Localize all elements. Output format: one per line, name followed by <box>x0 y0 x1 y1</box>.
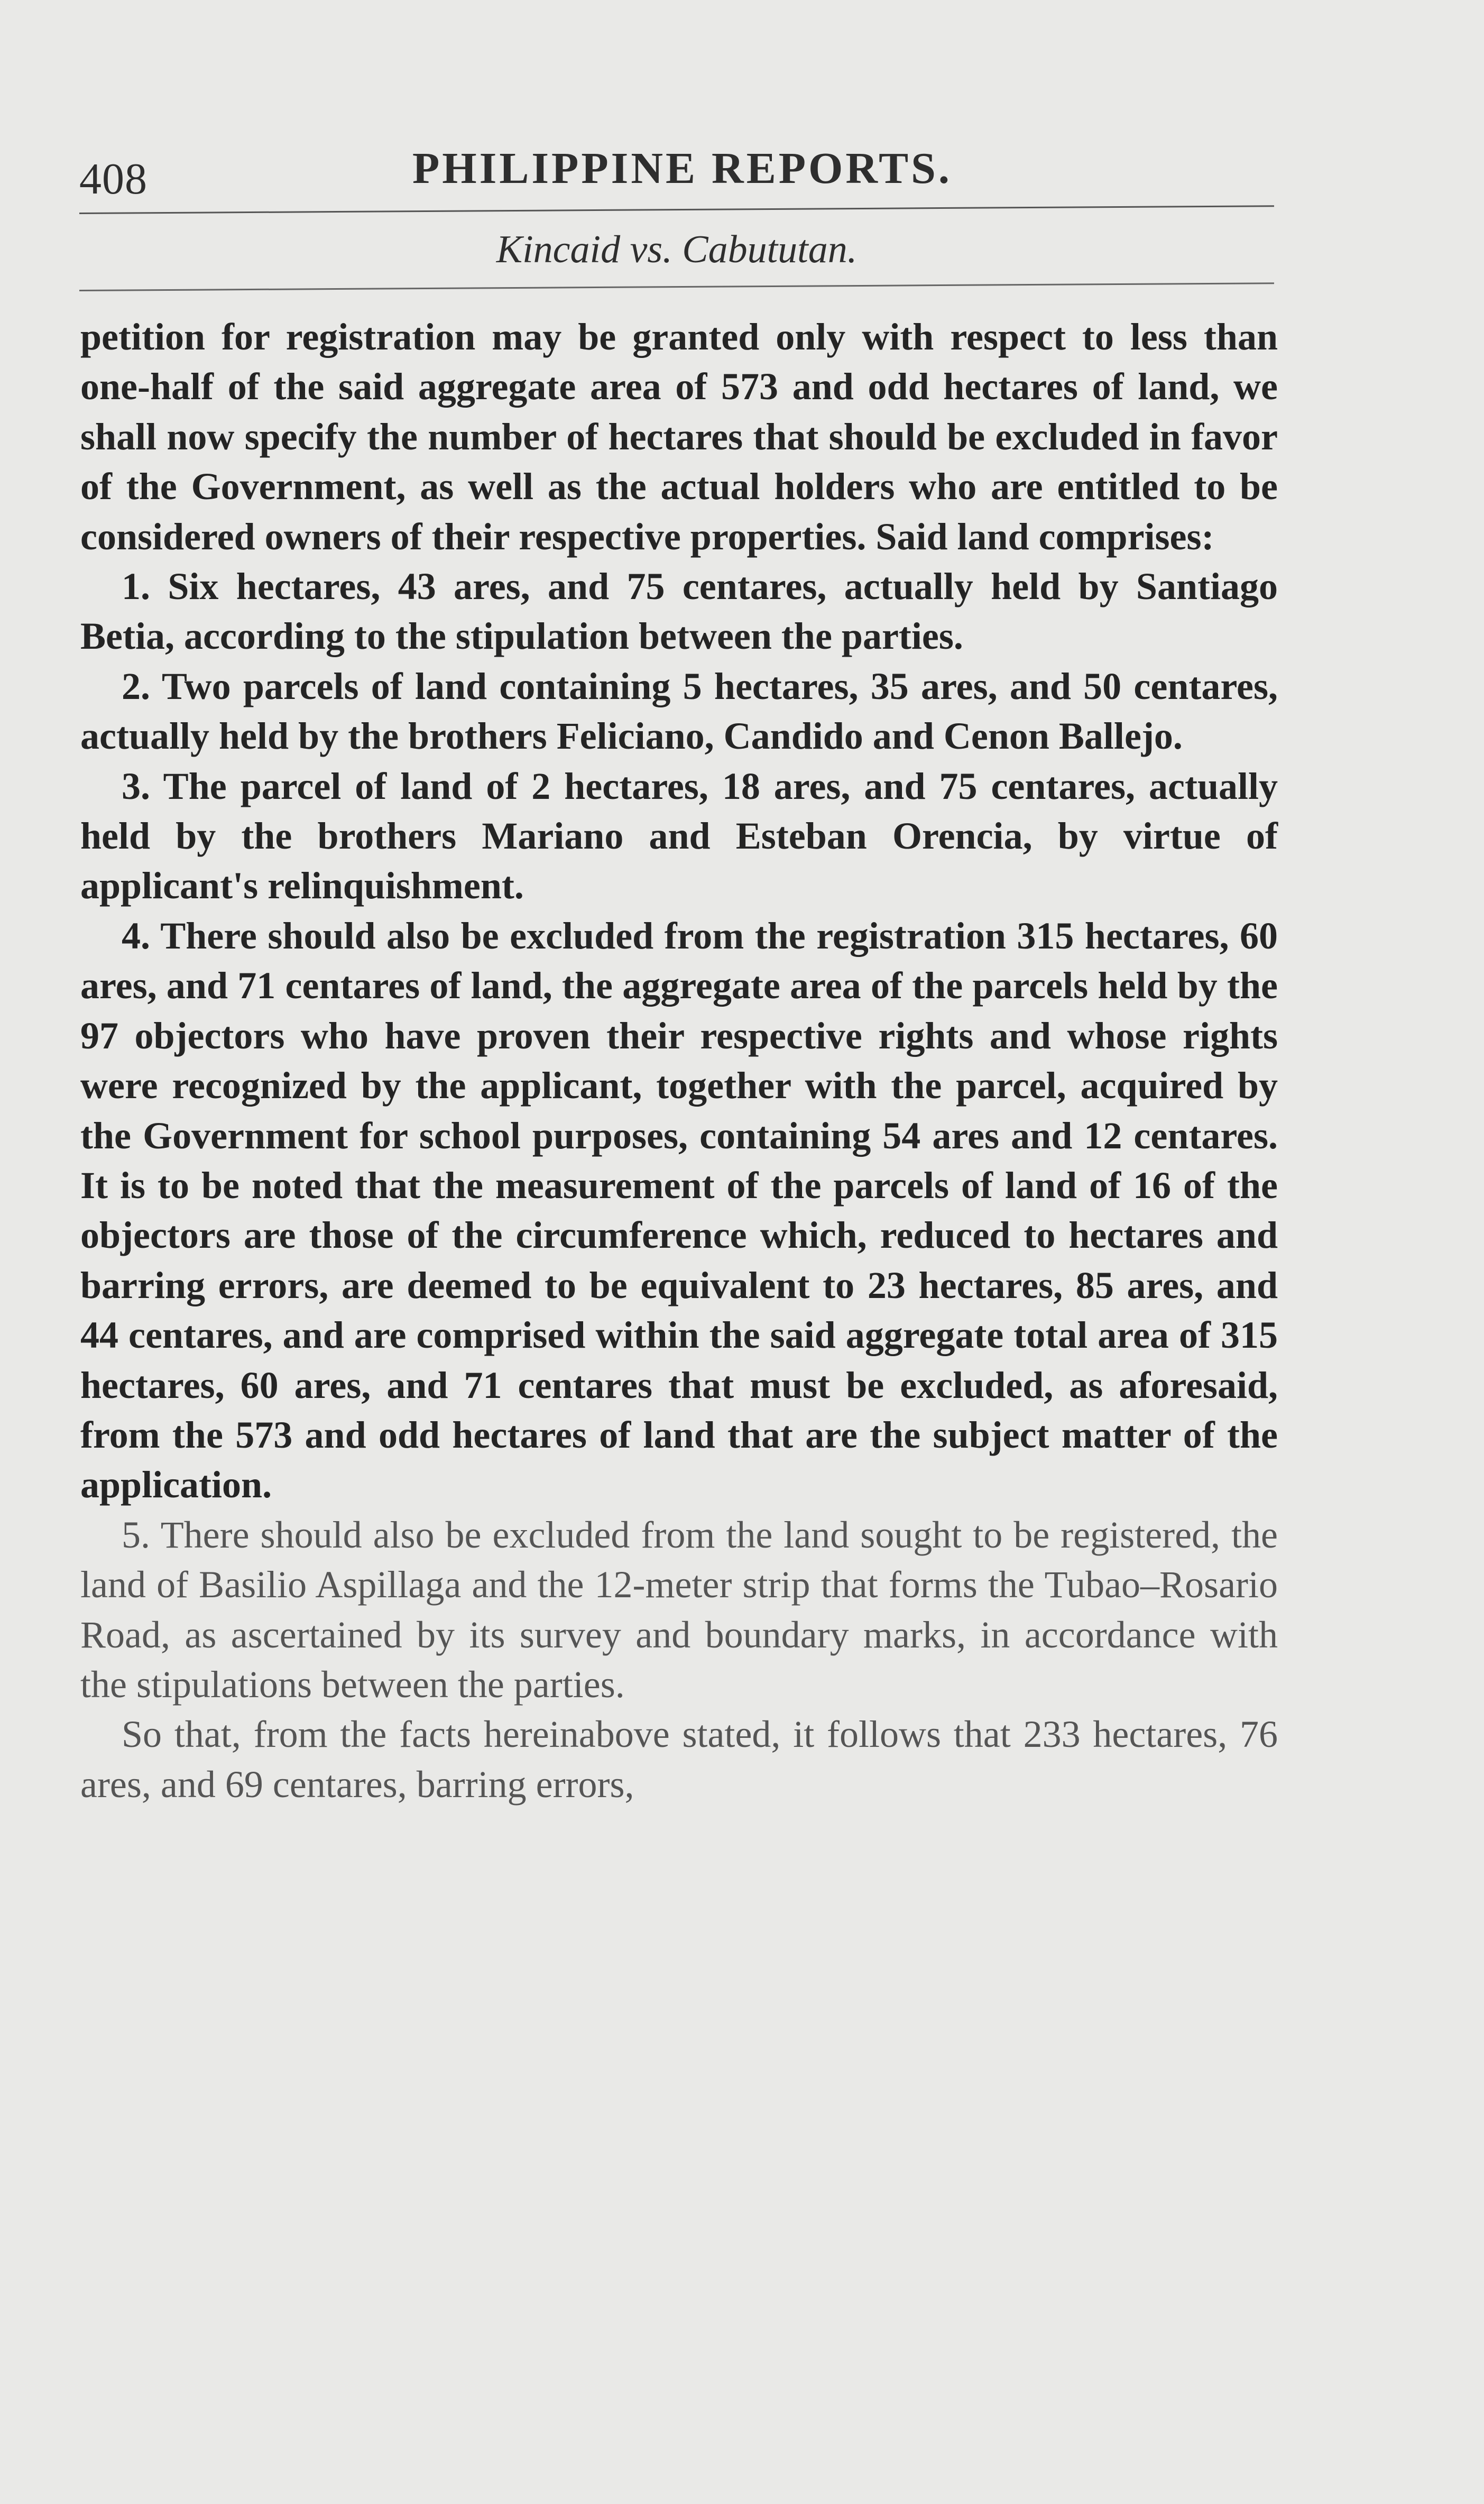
case-title: Kincaid vs. Cabututan. <box>496 228 858 271</box>
paragraph-item-2: 2. Two parcels of land containing 5 hectares, 35 ares, and 50 centares, actually held by the brothers Feliciano, Candido and Cenon Ballejo. <box>80 665 1278 758</box>
paragraph-continuation: petition for registration may be granted only with respect to less than one-half of the said aggregate area of 573 and odd hectares of land, we shall now specify the number of hectares that should be excluded in favor of the Government, as well as the actual holders who are entitled to be considered owners of their respective properties. Said land comprises: <box>80 316 1278 558</box>
page-header <box>79 132 1274 217</box>
paragraph-conclusion: So that, from the facts hereinabove stated, it follows that 233 hectares, 76 ares, and 69 centares, barring errors, <box>80 1713 1278 1806</box>
case-title-rule <box>79 282 1274 291</box>
page-number: 408 <box>79 154 148 204</box>
running-head: PHILIPPINE REPORTS. <box>412 144 952 193</box>
paragraph-item-1: 1. Six hectares, 43 ares, and 75 centares, actually held by Santiago Betia, according to the stipulation between the parties. <box>80 565 1278 658</box>
paragraph-item-5: 5. There should also be excluded from the land sought to be registered, the land of Basilio Aspillaga and the 12-meter strip that forms the Tubao–Rosario Road, as ascertained by its survey and boundary marks, in accordance with the stipulations between the parties. <box>80 1513 1278 1706</box>
paragraph-item-3: 3. The parcel of land of 2 hectares, 18 ares, and 75 centares, actually held by the brothers Mariano and Esteban Orencia, by virtue of applicant's relinquishment. <box>80 765 1278 907</box>
paragraph-item-4: 4. There should also be excluded from the registration 315 hectares, 60 ares, and 71 centares of land, the aggregate area of the parcels held by the 97 objectors who have proven their respective rights and whose rights were recognized by the applicant, together with the parcel, acquired by the Government for school purposes, containing 54 ares and 12 centares. It is to be noted that the measurement of the parcels of land of 16 of the objectors are those of the circumference which, reduced to hectares and barring errors, are deemed to be equivalent to 23 hectares, 85 ares, and 44 centares, and are comprised within the said aggregate total area of 315 hectares, 60 ares, and 71 centares that must be excluded, as aforesaid, from the 573 and odd hectares of land that are the subject matter of the application. <box>80 914 1278 1506</box>
body-text <box>80 312 1278 1809</box>
